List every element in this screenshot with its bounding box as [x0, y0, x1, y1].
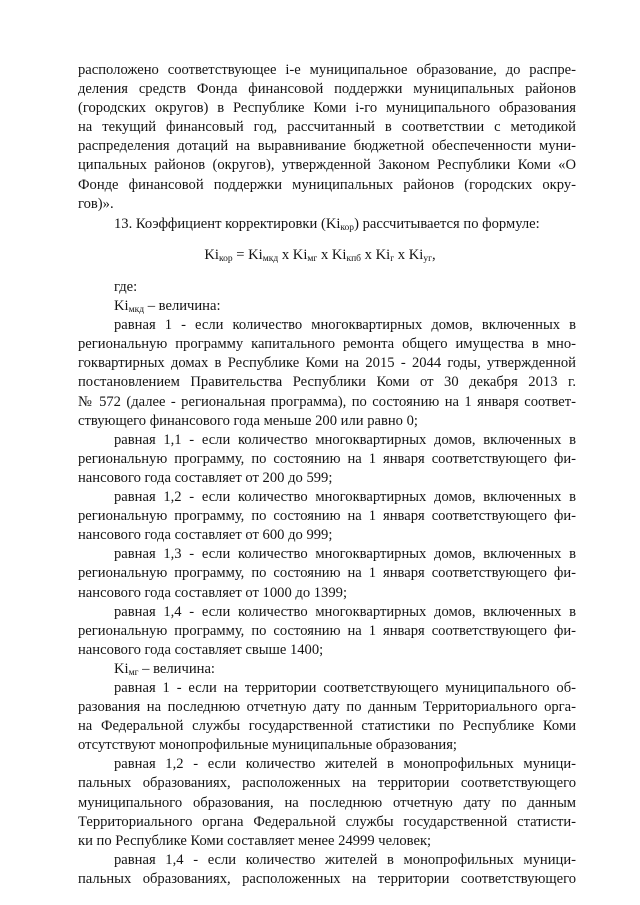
mg-case-line: на Федеральной службы государственной статистики по Республике Коми — [78, 718, 576, 735]
mkd-case-line: нансового года составляет от 600 до 999; — [78, 527, 333, 544]
mg-case-line: разования на последнюю отчетную дату по данным Территориального орга- — [78, 699, 576, 716]
mg-case-line: Территориального органа Федеральной службы государственной статисти- — [78, 813, 576, 830]
mg-case-line: равная 1,4 - если количество жителей в монопрофильных муници- — [114, 851, 576, 868]
mkd-case-line: равная 1,2 - если количество многоквартирных домов, включенных в — [114, 489, 576, 506]
text-line: деления средств Фонда финансовой поддержки муниципальных районов — [78, 81, 576, 98]
mkd-case-line: региональную программу, по состоянию на 1 января соответствующего фи- — [78, 622, 576, 639]
mkd-case-line: равная 1 - если количество многоквартирных домов, включенных в — [114, 317, 576, 334]
mkd-case-line: региональную программу, по состоянию на 1 января соответствующего фи- — [78, 565, 576, 582]
mkd-case-line: нансового года составляет свыше 1400; — [78, 641, 324, 658]
definitions — [78, 278, 576, 889]
mg-case-line: ки по Республике Коми составляет менее 24999 человек; — [78, 832, 432, 849]
text-line: (городских округов) в Республике Коми i-го муниципального образования — [78, 100, 576, 117]
mkd-case-line: нансового года составляет от 1000 до 1399; — [78, 584, 348, 601]
mg-case-line: отсутствуют монопрофильные муниципальные образования; — [78, 737, 457, 754]
where-label: где: — [114, 279, 138, 295]
mkd-case-line: ствующего финансового года меньше 200 или равно 0; — [78, 412, 418, 429]
mkd-case-line: региональную программу, по состоянию на 1 января соответствующего фи- — [78, 508, 576, 525]
paragraph-continuation — [78, 61, 576, 214]
text-line: на текущий финансовый год, рассчитанный в соответствии с методикой — [78, 119, 576, 136]
formula: $Ki_{кор} = Ki_{мкд}$ x $Ki_{мг}$ x $Ki_{кпб}$ x $Ki_г$ x $Ki_{уг}$, — [204, 247, 436, 264]
text-line: Фонде финансовой поддержки муниципальных районов (городских окру- — [78, 176, 576, 193]
mkd-case-line: нансового года составляет от 200 до 599; — [78, 469, 333, 486]
mkd-case-line: № 572 (далее - региональная программа), по состоянию на 1 января соответ- — [78, 393, 576, 410]
mg-case-line: пальных образованиях, расположенных на территории соответствующего — [78, 870, 576, 887]
text-line: ципальных районов (округов), утвержденной Законом Республики Коми «О — [78, 157, 576, 174]
mkd-case-line: региональную программу, по состоянию на 1 января соответствующего фи- — [78, 450, 576, 467]
item-13 — [78, 215, 576, 234]
mg-case-line: муниципального образования, на последнюю отчетную дату по данным — [78, 794, 576, 811]
text-line: распределения дотаций на выравнивание бюджетной обеспеченности муни- — [78, 138, 576, 155]
mkd-case-line: гоквартирных домах в Республике Коми на 2015 - 2044 годы, утвержденной — [78, 355, 576, 372]
ki-mkd-heading: $Ki_{мкд}$ – величина: — [114, 298, 221, 316]
mkd-case-line: постановлением Правительства Республики Коми от 30 декабря 2013 г. — [78, 374, 576, 391]
mkd-case-line: равная 1,1 - если количество многоквартирных домов, включенных в — [114, 431, 576, 448]
ki-mg-heading: $Ki_{мг}$ – величина: — [114, 660, 215, 678]
text-line: гов)». — [78, 195, 114, 212]
mg-case-line: равная 1,2 - если количество жителей в монопрофильных муници- — [114, 756, 576, 773]
mkd-case-line: равная 1,3 - если количество многоквартирных домов, включенных в — [114, 546, 576, 563]
mg-case-line: пальных образованиях, расположенных на территории соответствующего — [78, 775, 576, 792]
mg-case-line: равная 1 - если на территории соответствующего муниципального об- — [114, 679, 576, 696]
mkd-case-line: региональную программу капитального ремонта общего имущества в мно- — [78, 336, 576, 353]
text-line: расположено соответствующее i-е муниципальное образование, до распре- — [78, 62, 576, 78]
mkd-case-line: равная 1,4 - если количество многоквартирных домов, включенных в — [114, 603, 576, 620]
item-13-text: 13. Коэффициент корректировки $(Ki_{кор})$ рассчитывается по формуле: — [114, 216, 540, 233]
